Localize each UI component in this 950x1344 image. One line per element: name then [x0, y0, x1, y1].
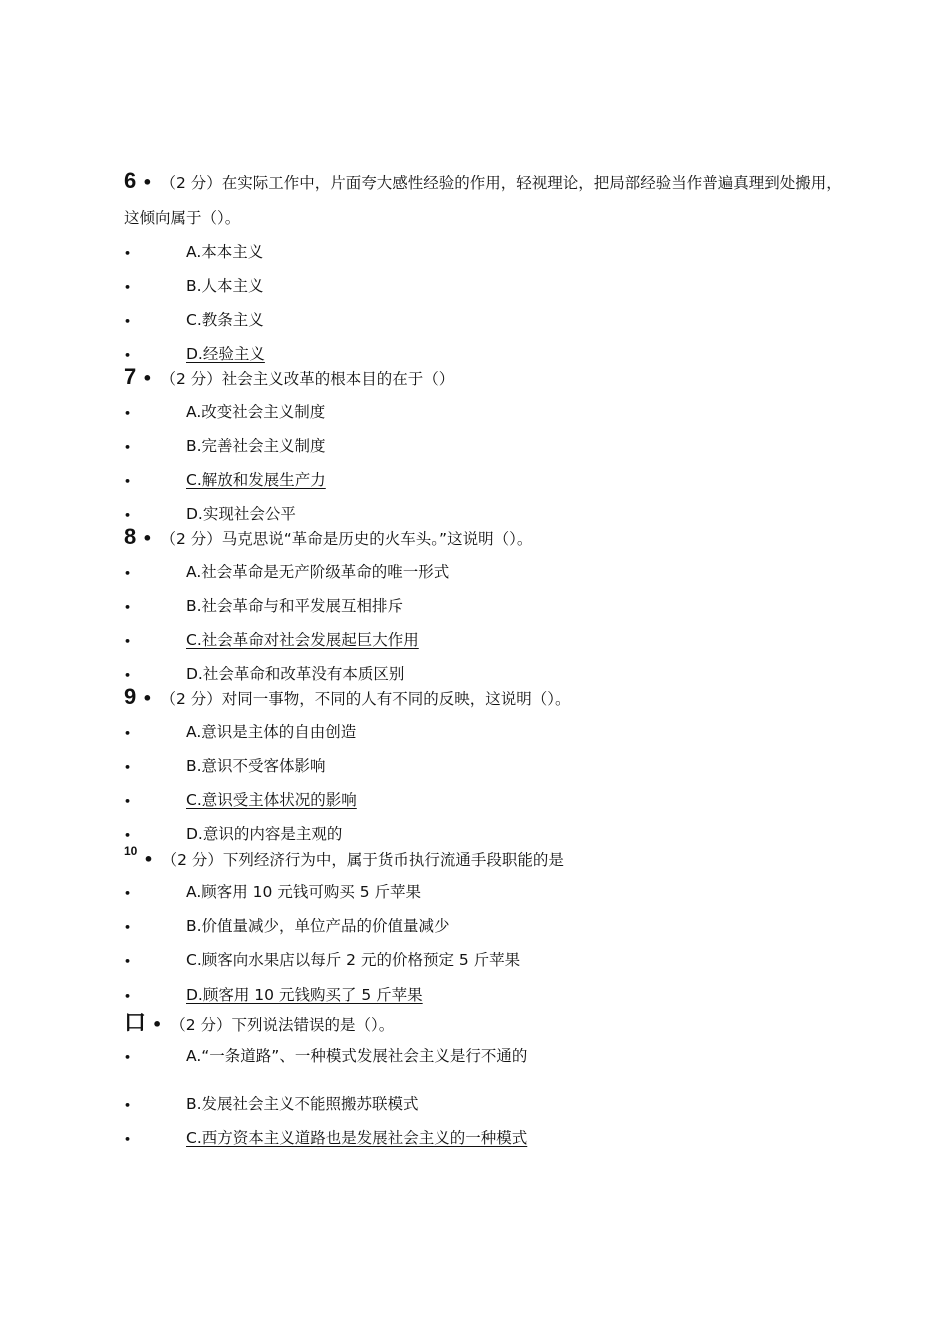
option-text: B.完善社会主义制度 [186, 437, 326, 455]
question-text: （2 分）对同一事物，不同的人有不同的反映，这说明（）。 [160, 690, 571, 708]
option-item-answer [124, 1126, 527, 1148]
question-text: （2 分）在实际工作中，片面夸大感性经验的作用，轻视理论，把局部经验当作普遍真理到处搬用， [160, 174, 842, 192]
option-text: B.发展社会主义不能照搬苏联模式 [186, 1095, 419, 1113]
question-text-continued: 这倾向属于（）。 [124, 209, 241, 227]
bullet: • [124, 990, 132, 1003]
bullet: • [124, 601, 132, 614]
option-text: A.顾客用 10 元钱可购买 5 斤苹果 [186, 883, 422, 901]
option-text-correct: D.经验主义 [186, 345, 265, 363]
option-item [124, 914, 450, 936]
bullet: • [124, 281, 132, 294]
option-text: B.意识不受客体影响 [186, 757, 326, 775]
bullet: • [124, 475, 132, 488]
question-number: 6 [124, 168, 137, 193]
bullet: • [124, 1051, 132, 1064]
option-text: B.社会革命与和平发展互相排斥 [186, 597, 404, 615]
bullet: • [124, 567, 132, 580]
option-item-answer [124, 983, 423, 1005]
bullet: • [124, 315, 132, 328]
bullet: • [124, 921, 132, 934]
question-number: 7 [124, 364, 137, 389]
bullet: • [124, 761, 132, 774]
option-item [124, 754, 326, 776]
bullet: • [124, 441, 132, 454]
option-item-answer [124, 788, 357, 810]
bullet: • [124, 247, 132, 260]
option-item [124, 720, 356, 742]
option-text-correct: C.西方资本主义道路也是发展社会主义的一种模式 [186, 1129, 528, 1147]
option-text: D.实现社会公平 [186, 505, 296, 523]
option-text: A.本本主义 [186, 243, 264, 261]
number-dot: • [142, 173, 153, 192]
option-text-correct: C.解放和发展生产力 [186, 471, 326, 489]
number-dot: • [142, 529, 153, 548]
bullet: • [124, 1099, 132, 1112]
bullet: • [124, 407, 132, 420]
option-text: A.“一条道路”、一种模式发展社会主义是行不通的 [186, 1047, 528, 1065]
option-item [124, 1092, 419, 1114]
question-8-header [124, 524, 532, 550]
number-dot: • [152, 1015, 163, 1034]
bullet: • [124, 509, 132, 522]
option-item [124, 308, 264, 330]
question-number: 8 [124, 524, 137, 549]
question-6-header [124, 168, 842, 194]
option-item [124, 822, 342, 844]
option-text: C.顾客向水果店以每斤 2 元的价格预定 5 斤苹果 [186, 951, 521, 969]
question-number: 9 [124, 684, 137, 709]
question-number: 10 [124, 844, 138, 858]
question-10-header [124, 844, 564, 870]
question-text: （2 分）下列说法错误的是（）。 [170, 1016, 395, 1034]
option-text: A.意识是主体的自由创造 [186, 723, 357, 741]
option-item [124, 1044, 527, 1066]
question-text: （2 分）下列经济行为中，属于货币执行流通手段职能的是 [161, 851, 564, 869]
option-text: A.社会革命是无产阶级革命的唯一形式 [186, 563, 450, 581]
option-item [124, 880, 421, 902]
option-item [124, 594, 403, 616]
option-text: D.社会革命和改革没有本质区别 [186, 665, 405, 683]
option-item [124, 948, 520, 970]
option-item [124, 434, 326, 456]
option-item [124, 662, 404, 684]
bullet: • [124, 669, 132, 682]
option-text: C.教条主义 [186, 311, 264, 329]
bullet: • [124, 635, 132, 648]
option-text-correct: C.社会革命对社会发展起巨大作用 [186, 631, 419, 649]
option-item-answer [124, 468, 326, 490]
bullet: • [124, 829, 132, 842]
option-item [124, 274, 264, 296]
number-dot: • [142, 689, 153, 708]
option-text: B.人本主义 [186, 277, 264, 295]
option-text: A.改变社会主义制度 [186, 403, 326, 421]
question-number: 口 [124, 1010, 147, 1035]
option-item-answer [124, 342, 265, 364]
bullet: • [124, 795, 132, 808]
option-item-answer [124, 628, 419, 650]
option-text: D.意识的内容是主观的 [186, 825, 343, 843]
bullet: • [124, 349, 132, 362]
question-text: （2 分）马克思说“革命是历史的火车头。”这说明（）。 [160, 530, 533, 548]
option-text: B.价值量减少，单位产品的价值量减少 [186, 917, 450, 935]
question-7-header [124, 364, 454, 390]
question-text: （2 分）社会主义改革的根本目的在于（） [160, 370, 455, 388]
bullet: • [124, 955, 132, 968]
number-dot: • [142, 369, 153, 388]
question-11-header [124, 1006, 394, 1037]
option-item [124, 240, 263, 262]
option-item [124, 560, 449, 582]
bullet: • [124, 727, 132, 740]
question-9-header [124, 684, 571, 710]
bullet: • [124, 887, 132, 900]
number-dot: • [143, 850, 154, 869]
option-text-correct: D.顾客用 10 元钱购买了 5 斤苹果 [186, 986, 423, 1004]
option-item [124, 400, 325, 422]
bullet: • [124, 1133, 132, 1146]
option-item [124, 502, 296, 524]
option-text-correct: C.意识受主体状况的影响 [186, 791, 357, 809]
